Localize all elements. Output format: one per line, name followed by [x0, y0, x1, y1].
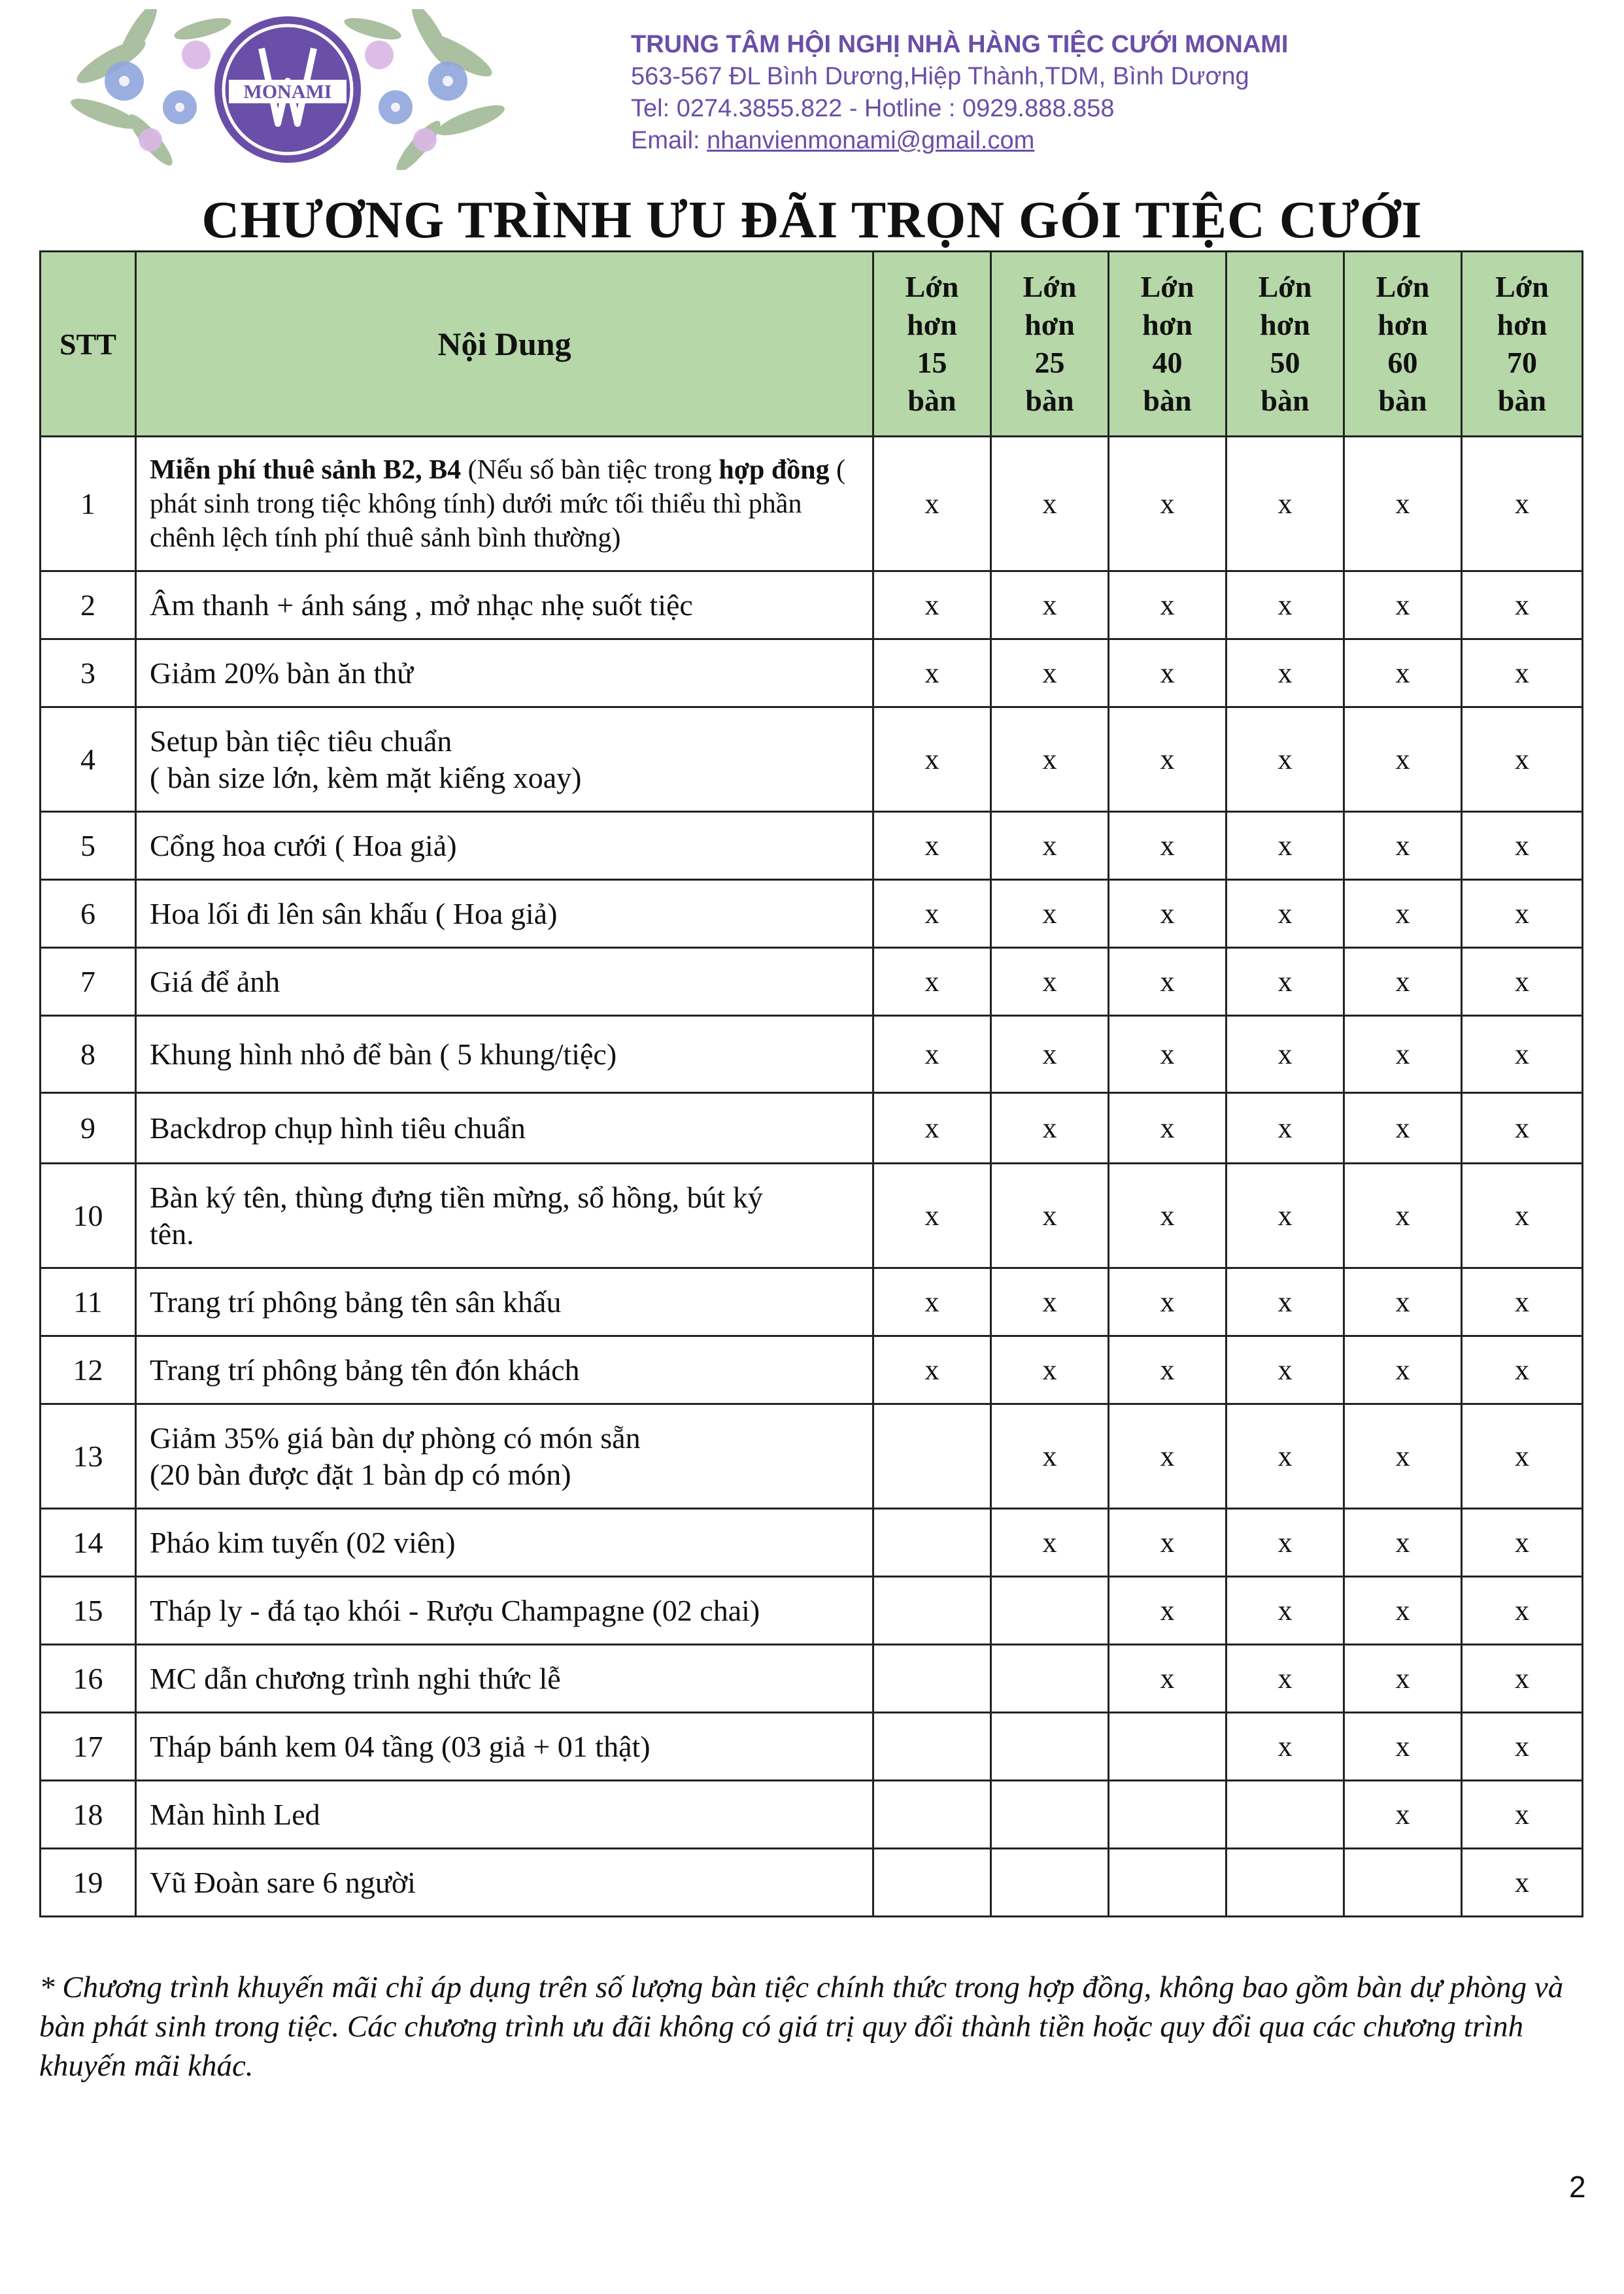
row-mark: x — [1344, 1781, 1462, 1849]
company-phone: Tel: 0274.3855.822 - Hotline : 0929.888.858 — [631, 95, 1115, 122]
footnote: * Chương trình khuyến mãi chỉ áp dụng trên số lượng bàn tiệc chính thức trong hợp đồng, không bao gồm bàn dự phòng và bàn phát sinh trong tiệc. Các chương trình ưu đãi không có giá trị quy đổi thành tiền hoặc quy đổi qua các chương trình khuyến mãi khác. — [39, 1970, 1564, 2083]
row-content: Miễn phí thuê sảnh B2, B4 (Nếu số bàn tiệc trong hợp đồng ( phát sinh trong tiệc không tính) dưới mức tối thiểu thì phần chênh lệch tính phí thuê sảnh bình thường) — [136, 437, 873, 571]
page-number: 2 — [1569, 2170, 1586, 2204]
row-stt: 8 — [41, 1016, 136, 1093]
row-mark: x — [1462, 1781, 1583, 1849]
row-stt: 5 — [41, 812, 136, 880]
email-link[interactable]: nhanvienmonami@gmail.com — [707, 127, 1035, 154]
row-mark: x — [1109, 1336, 1226, 1404]
row-content: Âm thanh + ánh sáng , mở nhạc nhẹ suốt tiệc — [136, 571, 873, 639]
offer-table — [39, 250, 1583, 1917]
row-mark: x — [1344, 1268, 1462, 1336]
header-tier: Lớn hơn 60 bàn — [1344, 252, 1462, 437]
row-content: Khung hình nhỏ để bàn ( 5 khung/tiệc) — [136, 1016, 873, 1093]
row-content: Vũ Đoàn sare 6 người — [136, 1849, 873, 1917]
header-tier: Lớn hơn 40 bàn — [1109, 252, 1226, 437]
table-row — [41, 1645, 1583, 1713]
header-stt: STT — [41, 252, 136, 437]
row-mark: x — [1226, 880, 1344, 948]
row-mark: x — [1462, 1404, 1583, 1509]
row-stt: 1 — [41, 437, 136, 571]
header-tier: Lớn hơn 50 bàn — [1226, 252, 1344, 437]
table-row — [41, 1577, 1583, 1645]
row-stt: 3 — [41, 639, 136, 707]
row-content: Backdrop chụp hình tiêu chuẩn — [136, 1093, 873, 1164]
header-tier: Lớn hơn 15 bàn — [873, 252, 991, 437]
floral-logo-graphic — [65, 9, 510, 170]
row-mark: x — [991, 1404, 1109, 1509]
table-row — [41, 571, 1583, 639]
row-mark — [991, 1713, 1109, 1781]
email-label: Email: — [631, 127, 707, 154]
row-stt: 6 — [41, 880, 136, 948]
row-mark: x — [991, 1164, 1109, 1268]
row-content: Giá để ảnh — [136, 948, 873, 1016]
row-mark: x — [873, 1016, 991, 1093]
row-stt: 15 — [41, 1577, 136, 1645]
row-mark — [1109, 1781, 1226, 1849]
row-mark: x — [1344, 1093, 1462, 1164]
row-mark — [1109, 1713, 1226, 1781]
row-mark: x — [991, 639, 1109, 707]
row-mark: x — [1462, 1336, 1583, 1404]
row-mark: x — [1226, 707, 1344, 812]
row-mark: x — [991, 707, 1109, 812]
header-content: Nội Dung — [136, 252, 873, 437]
row-mark: x — [1462, 880, 1583, 948]
row-mark: x — [1109, 1577, 1226, 1645]
row-mark: x — [1226, 1645, 1344, 1713]
header-tier: Lớn hơn 25 bàn — [991, 252, 1109, 437]
row-mark: x — [1462, 1164, 1583, 1268]
row-mark: x — [1344, 948, 1462, 1016]
row-mark: x — [1226, 1093, 1344, 1164]
row-mark: x — [991, 1268, 1109, 1336]
company-address: 563-567 ĐL Bình Dương,Hiệp Thành,TDM, Bình Dương — [631, 63, 1249, 90]
row-mark: x — [1462, 1645, 1583, 1713]
row-content: Tháp bánh kem 04 tầng (03 giả + 01 thật) — [136, 1713, 873, 1781]
company-info — [631, 29, 1288, 157]
row-mark: x — [1462, 707, 1583, 812]
row-mark: x — [1344, 812, 1462, 880]
row-mark: x — [1226, 1577, 1344, 1645]
row-mark: x — [1344, 707, 1462, 812]
row-mark: x — [991, 1093, 1109, 1164]
row-stt: 12 — [41, 1336, 136, 1404]
row-mark — [991, 1577, 1109, 1645]
row-mark: x — [873, 437, 991, 571]
table-row — [41, 1509, 1583, 1577]
row-mark: x — [1109, 1164, 1226, 1268]
row-stt: 17 — [41, 1713, 136, 1781]
row-mark: x — [1344, 437, 1462, 571]
table-row — [41, 880, 1583, 948]
row-stt: 10 — [41, 1164, 136, 1268]
row-mark: x — [1462, 639, 1583, 707]
row-mark: x — [1109, 1016, 1226, 1093]
row-mark: x — [991, 571, 1109, 639]
row-mark: x — [1109, 437, 1226, 571]
row-mark: x — [1109, 880, 1226, 948]
row-mark: x — [1462, 1509, 1583, 1577]
row-mark: x — [1109, 1268, 1226, 1336]
row-mark — [873, 1849, 991, 1917]
document-title: CHƯƠNG TRÌNH ƯU ĐÃI TRỌN GÓI TIỆC CƯỚI — [201, 192, 1423, 249]
row-mark: x — [1226, 948, 1344, 1016]
row-content: Giảm 35% giá bàn dự phòng có món sẵn (20 bàn được đặt 1 bàn dp có món) — [136, 1404, 873, 1509]
row-mark: x — [873, 639, 991, 707]
row-mark — [991, 1849, 1109, 1917]
row-mark: x — [1109, 1404, 1226, 1509]
row-content: Màn hình Led — [136, 1781, 873, 1849]
row-stt: 16 — [41, 1645, 136, 1713]
row-stt: 18 — [41, 1781, 136, 1849]
row-mark: x — [1226, 1268, 1344, 1336]
row-content: Giảm 20% bàn ăn thử — [136, 639, 873, 707]
row-mark — [873, 1404, 991, 1509]
table-row — [41, 437, 1583, 571]
table-row — [41, 1093, 1583, 1164]
row-mark: x — [1344, 1336, 1462, 1404]
monami-logo — [65, 9, 510, 170]
row-mark: x — [991, 812, 1109, 880]
row-mark: x — [1462, 812, 1583, 880]
row-stt: 7 — [41, 948, 136, 1016]
row-mark: x — [1344, 1645, 1462, 1713]
row-mark: x — [1226, 437, 1344, 571]
row-mark: x — [1226, 1713, 1344, 1781]
row-stt: 19 — [41, 1849, 136, 1917]
row-content: Bàn ký tên, thùng đựng tiền mừng, sổ hồng, bút ký tên. — [136, 1164, 873, 1268]
row-mark: x — [1226, 639, 1344, 707]
table-row — [41, 1404, 1583, 1509]
row-mark: x — [1462, 948, 1583, 1016]
row-mark: x — [1462, 1849, 1583, 1917]
table-row — [41, 639, 1583, 707]
row-mark: x — [1344, 1509, 1462, 1577]
row-mark: x — [1344, 639, 1462, 707]
row-mark: x — [1462, 1713, 1583, 1781]
row-mark: x — [1344, 880, 1462, 948]
row-mark: x — [1462, 1577, 1583, 1645]
row-mark: x — [1462, 571, 1583, 639]
row-stt: 11 — [41, 1268, 136, 1336]
row-mark: x — [1344, 571, 1462, 639]
row-mark: x — [1109, 571, 1226, 639]
table-row — [41, 707, 1583, 812]
company-email-line — [631, 125, 1288, 157]
row-mark: x — [873, 1093, 991, 1164]
row-mark — [1226, 1849, 1344, 1917]
row-mark: x — [1226, 812, 1344, 880]
row-mark: x — [1109, 1509, 1226, 1577]
row-mark: x — [991, 1016, 1109, 1093]
table-row — [41, 1336, 1583, 1404]
row-mark: x — [873, 1268, 991, 1336]
row-mark — [1344, 1849, 1462, 1917]
row-mark: x — [1462, 1093, 1583, 1164]
row-mark — [1226, 1781, 1344, 1849]
company-name: TRUNG TÂM HỘI NGHỊ NHÀ HÀNG TIỆC CƯỚI MONAMI — [631, 31, 1289, 58]
row-mark: x — [873, 707, 991, 812]
row-mark: x — [991, 948, 1109, 1016]
row-mark: x — [873, 1164, 991, 1268]
row-mark: x — [991, 880, 1109, 948]
table-row — [41, 1268, 1583, 1336]
row-mark: x — [1226, 571, 1344, 639]
row-mark: x — [873, 1336, 991, 1404]
row-mark: x — [873, 948, 991, 1016]
row-mark: x — [1344, 1577, 1462, 1645]
row-mark: x — [1226, 1336, 1344, 1404]
row-content: Pháo kim tuyến (02 viên) — [136, 1509, 873, 1577]
row-mark — [1109, 1849, 1226, 1917]
table-row — [41, 1781, 1583, 1849]
row-mark: x — [991, 1509, 1109, 1577]
row-content: Tháp ly - đá tạo khói - Rượu Champagne (02 chai) — [136, 1577, 873, 1645]
row-mark: x — [1226, 1164, 1344, 1268]
row-stt: 2 — [41, 571, 136, 639]
row-stt: 13 — [41, 1404, 136, 1509]
table-row — [41, 812, 1583, 880]
table-row — [41, 1164, 1583, 1268]
header-tier: Lớn hơn 70 bàn — [1462, 252, 1583, 437]
row-mark — [873, 1713, 991, 1781]
logo-wordmark: MONAMI — [243, 81, 332, 103]
row-mark: x — [1462, 1268, 1583, 1336]
row-stt: 9 — [41, 1093, 136, 1164]
row-mark: x — [873, 880, 991, 948]
row-content: Setup bàn tiệc tiêu chuẩn ( bàn size lớn, kèm mặt kiếng xoay) — [136, 707, 873, 812]
row-content: Trang trí phông bảng tên đón khách — [136, 1336, 873, 1404]
row-mark: x — [1109, 707, 1226, 812]
row-mark: x — [1462, 437, 1583, 571]
row-mark — [873, 1577, 991, 1645]
row-content: MC dẫn chương trình nghi thức lễ — [136, 1645, 873, 1713]
header-row — [41, 252, 1583, 437]
table-row — [41, 948, 1583, 1016]
table-row — [41, 1016, 1583, 1093]
row-mark: x — [1226, 1016, 1344, 1093]
row-mark: x — [1109, 1093, 1226, 1164]
row-mark — [873, 1645, 991, 1713]
row-mark: x — [991, 1336, 1109, 1404]
row-content: Hoa lối đi lên sân khấu ( Hoa giả) — [136, 880, 873, 948]
row-mark — [873, 1509, 991, 1577]
row-stt: 4 — [41, 707, 136, 812]
row-mark: x — [1344, 1713, 1462, 1781]
row-mark: x — [1344, 1164, 1462, 1268]
row-mark — [991, 1645, 1109, 1713]
table-row — [41, 1849, 1583, 1917]
row-mark: x — [1462, 1016, 1583, 1093]
row-stt: 14 — [41, 1509, 136, 1577]
row-mark: x — [991, 437, 1109, 571]
table-row — [41, 1713, 1583, 1781]
row-content: Trang trí phông bảng tên sân khấu — [136, 1268, 873, 1336]
row-mark: x — [873, 812, 991, 880]
row-mark: x — [1344, 1016, 1462, 1093]
row-mark: x — [1226, 1404, 1344, 1509]
row-mark: x — [1344, 1404, 1462, 1509]
row-mark — [873, 1781, 991, 1849]
row-content: Cổng hoa cưới ( Hoa giả) — [136, 812, 873, 880]
row-mark: x — [1109, 948, 1226, 1016]
row-mark: x — [1109, 1645, 1226, 1713]
row-mark: x — [1226, 1509, 1344, 1577]
row-mark: x — [1109, 639, 1226, 707]
row-mark: x — [873, 571, 991, 639]
row-mark — [991, 1781, 1109, 1849]
row-mark: x — [1109, 812, 1226, 880]
